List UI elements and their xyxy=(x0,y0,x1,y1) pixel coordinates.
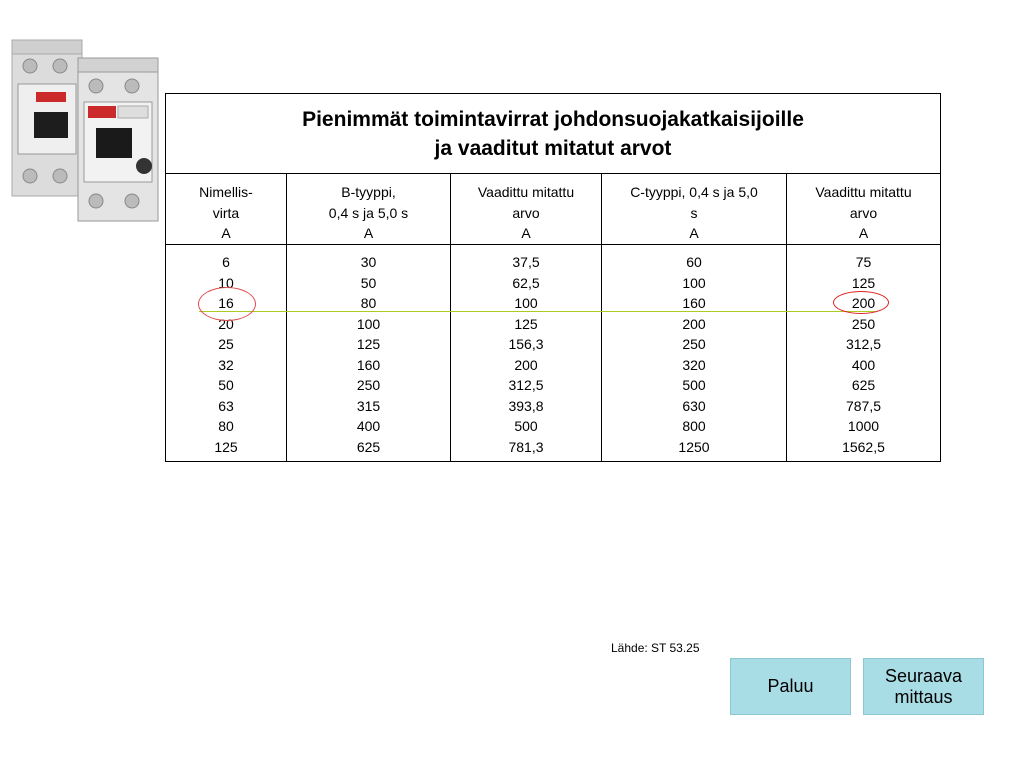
table-cell: 100 xyxy=(514,295,538,311)
table-cell: 60 xyxy=(686,254,702,270)
table-cell: 100 xyxy=(356,315,381,332)
header-line: A xyxy=(221,225,231,241)
column-b-required xyxy=(451,174,602,461)
column-header xyxy=(166,174,286,245)
table-cell: 16 xyxy=(218,295,234,311)
table-cell: 10 xyxy=(218,274,234,291)
table-cell: 200 xyxy=(514,356,538,373)
table-cell: 25 xyxy=(218,336,234,352)
table-cell: 800 xyxy=(682,418,706,434)
table-cell: 250 xyxy=(851,315,876,332)
table-cell: 160 xyxy=(356,356,381,373)
highlight-circle-required xyxy=(833,291,889,314)
table-cell: 393,8 xyxy=(508,397,544,414)
table-cell: 50 xyxy=(360,274,377,291)
column-b-type xyxy=(287,174,451,461)
table-cell: 37,5 xyxy=(512,254,540,270)
table-cell: 63 xyxy=(218,397,234,414)
table-cell: 400 xyxy=(356,418,381,434)
table-title: Pienimmät toimintavirrat johdonsuojakatkaisijoille ja vaaditut mitatut arvot xyxy=(302,107,804,160)
current-table xyxy=(165,93,941,462)
column-values xyxy=(451,245,601,457)
header-line: B-tyyppi, xyxy=(341,184,396,200)
table-cell: 80 xyxy=(360,295,377,311)
header-line: arvo xyxy=(849,204,878,221)
column-header xyxy=(451,174,601,245)
circuit-breaker-illustration xyxy=(8,36,168,226)
table-cell: 100 xyxy=(682,274,706,291)
table-cell: 315 xyxy=(356,397,381,414)
table-cell: 781,3 xyxy=(508,438,544,455)
table-cell: 125 xyxy=(851,274,876,291)
header-line: A xyxy=(363,225,374,241)
table-cell: 62,5 xyxy=(512,274,540,291)
column-values xyxy=(166,245,286,457)
table-cell: 787,5 xyxy=(845,397,882,414)
table-cell: 1562,5 xyxy=(842,438,885,455)
table-cell: 1000 xyxy=(847,418,880,434)
table-cell: 200 xyxy=(682,315,706,332)
highlight-circle-nominal xyxy=(198,287,256,321)
table-cell: 80 xyxy=(218,418,234,434)
table-cell: 160 xyxy=(682,295,706,311)
highlight-row-line xyxy=(199,311,875,312)
table-cell: 250 xyxy=(682,336,706,352)
table-cell: 6 xyxy=(222,254,230,270)
table-cell: 125 xyxy=(356,336,381,352)
header-line: virta xyxy=(212,204,240,221)
column-header xyxy=(602,174,786,245)
next-measurement-button[interactable]: Seuraava mittaus xyxy=(863,658,984,715)
table-cell: 250 xyxy=(356,377,381,393)
header-line: Vaadittu mitattu xyxy=(815,184,912,200)
table-cell: 312,5 xyxy=(845,336,882,352)
header-line: A xyxy=(689,225,699,241)
table-cell: 156,3 xyxy=(508,336,544,352)
table-cell: 500 xyxy=(514,418,538,434)
column-values xyxy=(602,245,786,457)
table-cell: 125 xyxy=(514,315,538,332)
header-line: 0,4 s ja 5,0 s xyxy=(328,204,409,221)
column-header xyxy=(287,174,450,245)
header-line: arvo xyxy=(512,204,540,221)
table-cell: 50 xyxy=(218,377,234,393)
header-line: Vaadittu mitattu xyxy=(477,184,575,200)
column-header xyxy=(787,174,940,245)
column-c-required xyxy=(787,174,940,461)
table-cell: 320 xyxy=(682,356,706,373)
header-line: Nimellis- xyxy=(199,184,253,200)
table-cell: 30 xyxy=(360,254,377,270)
table-cell: 630 xyxy=(682,397,706,414)
table-cell: 400 xyxy=(851,356,876,373)
table-cell: 625 xyxy=(851,377,876,393)
header-line: C-tyyppi, 0,4 s ja 5,0 xyxy=(630,184,758,200)
table-cell: 625 xyxy=(356,438,381,455)
table-cell: 312,5 xyxy=(508,377,544,393)
column-values xyxy=(787,245,940,457)
table-cell: 75 xyxy=(855,254,872,270)
header-line: A xyxy=(521,225,531,241)
source-note: Lähde: ST 53.25 xyxy=(611,641,700,655)
table-cell: 32 xyxy=(218,356,234,373)
table-cell: 500 xyxy=(682,377,706,393)
table-cell: 200 xyxy=(851,295,876,311)
table-title-cell xyxy=(166,94,940,174)
column-values xyxy=(287,245,450,457)
header-line: A xyxy=(858,225,869,241)
back-button[interactable]: Paluu xyxy=(730,658,851,715)
table-cell: 1250 xyxy=(678,438,710,455)
table-cell: 125 xyxy=(214,438,238,455)
table-columns xyxy=(166,174,940,461)
column-c-type xyxy=(602,174,787,461)
table-cell: 20 xyxy=(218,315,234,332)
header-line: s xyxy=(690,204,698,221)
